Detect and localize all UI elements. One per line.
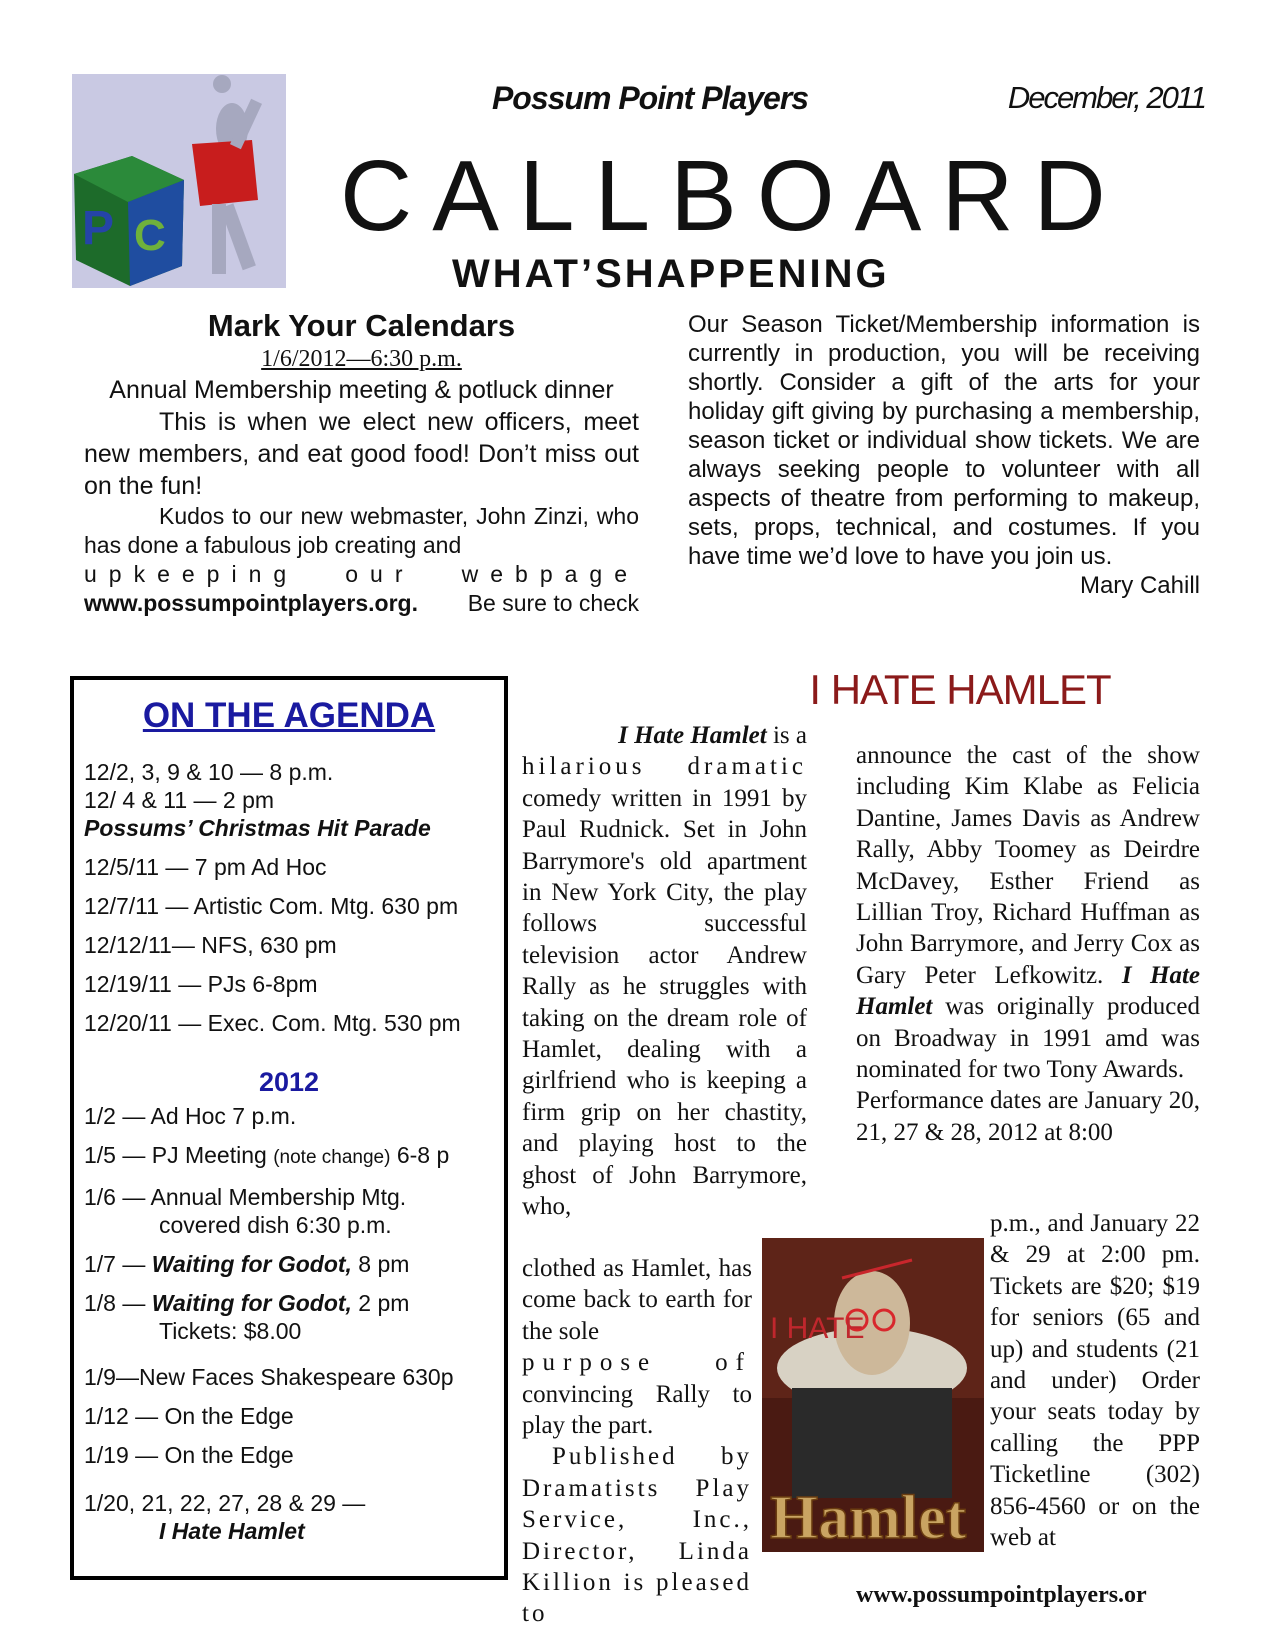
agenda-dates: 12/ 4 & 11 — 2 pm [84, 787, 275, 813]
agenda-item: 12/20/11 — Exec. Com. Mtg. 530 pm [84, 1010, 461, 1036]
agenda-show-title: Possums’ Christmas Hit Parade [84, 815, 431, 841]
hamlet-column-2-tail: p.m., and January 22 & 29 at 2:00 pm. Tickets are $20; $19 for seniors (65 and up) and students (21 and under) Order your seats today by calling the PPP Ticketline (302) 856-4560 or on the web at [990, 1210, 1200, 1552]
agenda-text: covered dish 6:30 p.m. [159, 1212, 392, 1238]
hamlet-column-1-tail [522, 1253, 752, 1630]
hamlet-text: clothed as Hamlet, has come back to earth for the sole [522, 1255, 752, 1345]
hamlet-col1-first-line [522, 720, 807, 751]
agenda-text: 1/6 — Annual Membership Mtg. [84, 1184, 407, 1210]
show-title: I Hate Hamlet [856, 961, 1201, 1021]
agenda-item: 1/9—New Faces Shakespeare 630p [84, 1364, 454, 1390]
show-title: I Hate Hamlet [618, 722, 767, 749]
hamlet-text: purpose of [522, 1349, 752, 1377]
agenda-item [84, 758, 494, 842]
agenda-heading: ON THE AGENDA [142, 696, 436, 735]
agenda-dates: 12/2, 3, 9 & 10 — 8 p.m. [84, 759, 334, 785]
agenda-note: (note change) [273, 1147, 391, 1168]
season-author: Mary Cahill [1079, 572, 1200, 599]
masthead-subtitle: WHAT’SHAPPENING [452, 252, 890, 296]
agenda-show-title: I Hate Hamlet [159, 1518, 305, 1544]
agenda-text: 1/8 — [84, 1290, 152, 1316]
website-link[interactable]: www.possumpointplayers.or [856, 1582, 1147, 1608]
kudos-spread-line: upkeeping our webpage [84, 561, 639, 587]
agenda-item [84, 1141, 494, 1172]
agenda-show-title: Waiting for Godot, [151, 1251, 352, 1277]
possum-logo-icon [72, 74, 286, 288]
hamlet-poster-image [762, 1238, 984, 1552]
kudos-tail: Be sure to check [467, 590, 639, 616]
hamlet-article-heading: I HATE HAMLET [809, 666, 1111, 713]
hamlet-text: Performance dates are January 20, 21, 27 & 28, 2012 at 8:00 [856, 1087, 1200, 1146]
calendars-paragraph: This is when we elect new officers, meet new members, and eat good food! Don’t miss out on the fun! [84, 408, 639, 500]
season-ticket-article [688, 310, 1200, 600]
agenda-show-title: Waiting for Godot, [151, 1290, 352, 1316]
agenda-item: 1/19 — On the Edge [84, 1442, 294, 1468]
agenda-item: 12/19/11 — PJs 6-8pm [84, 971, 318, 997]
hamlet-text: convincing Rally to play the part. [522, 1380, 752, 1440]
agenda-item [84, 1289, 494, 1345]
agenda-text: Tickets: $8.00 [159, 1318, 302, 1344]
agenda-item [84, 1250, 494, 1278]
calendars-heading: Mark Your Calendars [207, 308, 516, 343]
hamlet-column-1 [522, 720, 807, 1223]
agenda-item [84, 1183, 494, 1239]
org-name: Possum Point Players [491, 80, 809, 116]
calendars-date: 1/6/2012—6:30 p.m. [261, 346, 462, 372]
agenda-text: 1/5 — PJ Meeting [84, 1142, 274, 1168]
mark-your-calendars-article [84, 308, 639, 618]
agenda-year-heading: 2012 [258, 1067, 320, 1097]
agenda-text: 1/7 — [84, 1251, 152, 1277]
poster-tag: I HATE [770, 1312, 865, 1345]
agenda-text: 6-8 p [390, 1142, 450, 1168]
issue-date: December, 2011 [1007, 80, 1205, 115]
kudos-paragraph: Kudos to our new webmaster, John Zinzi, who has done a fabulous job creating and [84, 503, 639, 558]
agenda-item: 1/2 — Ad Hoc 7 p.m. [84, 1103, 297, 1129]
agenda-text: 1/20, 21, 22, 27, 28 & 29 — [84, 1490, 366, 1516]
calendars-event: Annual Membership meeting & potluck dinner [109, 376, 614, 404]
hamlet-text: announce the cast of the show including Kim Klabe as Felicia Dantine, James Davis as Andrew Rally, Abby Toomey as Deirdre McDavey, Esther Friend as Lillian Troy, Richard Huffman as John Barrymore, and Jerry Cox as Gary Peter Lefkowitz. [856, 742, 1200, 989]
agenda-box [70, 676, 508, 1580]
website-link[interactable]: www.possumpointplayers.org. [84, 590, 418, 616]
poster-title: Hamlet [770, 1484, 967, 1552]
hamlet-text: comedy written in 1991 by Paul Rudnick. Set in John Barrymore's old apartment in New York City, the play follows successful television actor Andrew Rally as he struggles with taking on the dream role of Hamlet, dealing with a girlfriend who is keeping a firm grip on her chastity, and playing host to the ghost of John Barrymore, who, [522, 784, 807, 1221]
svg-text:C: C [134, 211, 166, 260]
agenda-item: 12/7/11 — Artistic Com. Mtg. 630 pm [84, 893, 459, 919]
agenda-item: 1/12 — On the Edge [84, 1403, 294, 1429]
hamlet-text: hilarious dramatic [522, 753, 807, 781]
agenda-item [84, 1489, 494, 1545]
agenda-text: 8 pm [351, 1251, 410, 1277]
agenda-item: 12/12/11— NFS, 630 pm [84, 932, 337, 958]
hamlet-text: was originally produced on Broadway in 1991 amd was nominated for two Tony Awards. [856, 993, 1200, 1084]
agenda-item: 12/5/11 — 7 pm Ad Hoc [84, 854, 327, 880]
agenda-text: 2 pm [351, 1290, 410, 1316]
svg-text:P: P [82, 202, 115, 255]
hamlet-column-2 [856, 740, 1200, 1148]
season-text: Our Season Ticket/Membership information is currently in production, you will be receiving shortly. Consider a gift of the arts for your holiday gift giving by purchasing a membership, season ticket or individual show tickets. We are always seeking people to volunteer with all aspects of theatre from performing to makeup, sets, props, technical, and costumes. If you have time we’d love to have you join us. [688, 311, 1200, 570]
hamlet-text: Published by Dramatists Play Service, Inc., Director, Linda Killion is pleased to [522, 1443, 752, 1628]
kudos-last-line [84, 589, 639, 618]
hamlet-text: is a [766, 722, 807, 749]
masthead-title: CALLBOARD [340, 140, 1126, 252]
